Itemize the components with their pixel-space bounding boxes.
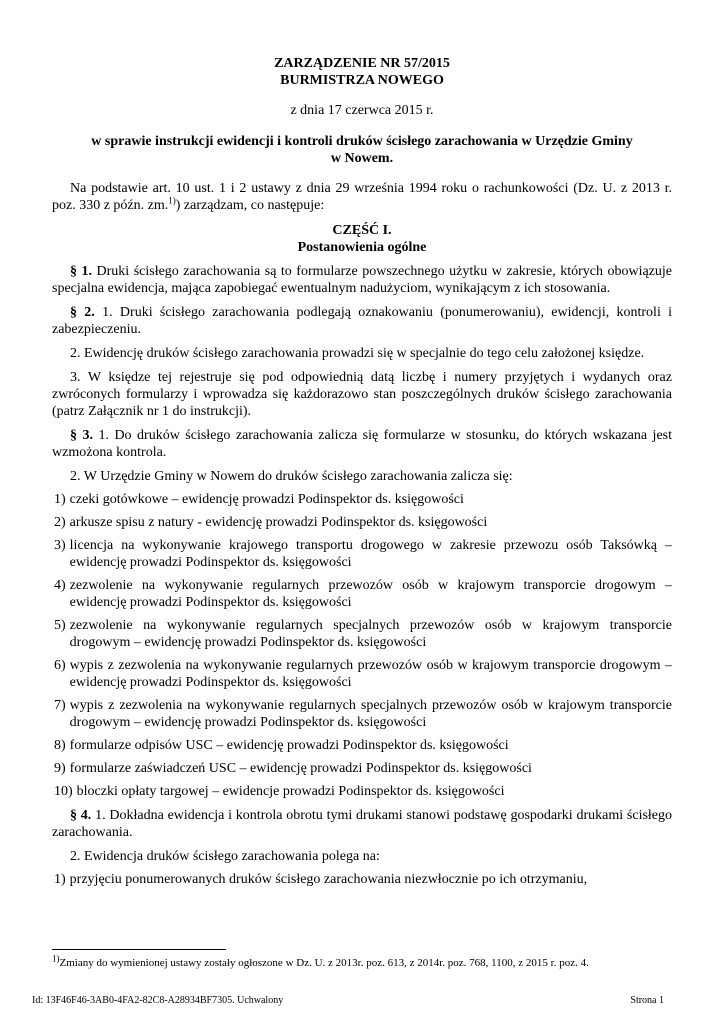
subject-line-2: w Nowem. (330, 151, 394, 166)
list-item-text: arkusze spisu z natury - ewidencję prowadzi Podinspektor ds. księgowości (69, 515, 488, 530)
list-item (52, 783, 672, 800)
section-3-p1 (52, 427, 672, 461)
list-item-text: wypis z zezwolenia na wykonywanie regularnych przewozów osób w krajowym transporcie drogowym – ewidencję prowadzi Podinspektor ds. księgowości (69, 658, 672, 690)
intro-footnote-ref: 1) (168, 195, 176, 206)
list-item-number: 4) (54, 578, 66, 593)
list-item-text: formularze zaświadczeń USC – ewidencję prowadzi Podinspektor ds. księgowości (69, 761, 532, 776)
list-item (52, 871, 672, 888)
list-item-text: zezwolenie na wykonywanie regularnych przewozów osób w krajowym transporcie drogowym – ewidencję prowadzi Podinspektor ds. księgowości (69, 578, 672, 610)
list-item-number: 5) (54, 618, 66, 633)
list-item-text: zezwolenie na wykonywanie regularnych specjalnych przewozów osób w krajowym transporcie drogowym – ewidencję prowadzi Podinspektor ds. księgowości (69, 618, 672, 650)
intro-text-before: Na podstawie art. 10 ust. 1 i 2 ustawy z dnia 29 września 1994 roku o rachunkowości (Dz. U. z 2013 r. poz. 330 z późn. zm. (52, 181, 672, 213)
list-item-number: 7) (54, 698, 66, 713)
page-footer (32, 995, 664, 1007)
list-item-text: czeki gotówkowe – ewidencję prowadzi Podinspektor ds. księgowości (69, 492, 464, 507)
list-item-text: przyjęciu ponumerowanych druków ścisłego zarachowania niezwłocznie po ich otrzymaniu, (69, 872, 588, 887)
document-title (52, 55, 672, 89)
part-subtitle: Postanowienia ogólne (297, 240, 427, 255)
list-item-text: wypis z zezwolenia na wykonywanie regularnych specjalnych przewozów osób w krajowym transporcie drogowym – ewidencję prowadzi Podinspektor ds. księgowości (69, 698, 672, 730)
section-2-p3: 3. W księdze tej rejestruje się pod odpowiednią datą liczbę i numery przyjętych i wydanych oraz zwróconych formularzy i wprowadza się każdorazowo stan poszczególnych druków ścisłego zarachowania (patrz Załącznik nr 1 do instrukcji). (52, 370, 672, 419)
document-date: z dnia 17 czerwca 2015 r. (290, 103, 434, 118)
section-4-mark: § 4. (70, 808, 92, 823)
document-subject (52, 133, 672, 167)
section-4-p2: 2. Ewidencja druków ścisłego zarachowania polega na: (70, 849, 380, 864)
intro-text-after: ) zarządzam, co następuje: (175, 198, 325, 213)
intro-paragraph (52, 180, 672, 214)
part-heading (52, 222, 672, 256)
section-2-p2: 2. Ewidencję druków ścisłego zarachowania prowadzi się w specjalnie do tego celu założonej księdze. (70, 346, 645, 361)
footer-document-id: Id: 13F46F46-3AB0-4FA2-82C8-A28934BF7305. Uchwalony (32, 995, 284, 1006)
list-item (52, 491, 672, 508)
list-item (52, 537, 672, 571)
section-3-p1-text: 1. Do druków ścisłego zarachowania zalicza się formularze w stosunku, do których wskazana jest wzmożona kontrola. (52, 428, 672, 460)
subject-line-1: w sprawie instrukcji ewidencji i kontroli druków ścisłego zarachowania w Urzędzie Gminy (91, 134, 633, 149)
list-item-number: 6) (54, 658, 66, 673)
section-1 (52, 263, 672, 297)
list-item (52, 737, 672, 754)
list-item-number: 1) (54, 872, 66, 887)
section-4-p1-text: 1. Dokładna ewidencja i kontrola obrotu tymi drukami stanowi podstawę gospodarki drukami ścisłego zarachowania. (52, 808, 673, 840)
footer-page-number: Strona 1 (630, 995, 664, 1006)
list-item (52, 697, 672, 731)
list-item (52, 657, 672, 691)
section-2-p1-text: 1. Druki ścisłego zarachowania podlegają oznakowaniu (ponumerowaniu), ewidencji, kontroli i zabezpieczeniu. (52, 305, 673, 337)
section-3-p2: 2. W Urzędzie Gminy w Nowem do druków ścisłego zarachowania zalicza się: (70, 469, 513, 484)
footnote-divider (52, 949, 226, 950)
list-item (52, 760, 672, 777)
section-1-mark: § 1. (70, 264, 93, 279)
section-2-mark: § 2. (70, 305, 95, 320)
list-item (52, 617, 672, 651)
list-item (52, 514, 672, 531)
section-2-p1 (52, 304, 672, 338)
footnote-marker: 1) (52, 953, 60, 964)
list-item (52, 577, 672, 611)
section-4-p1 (52, 807, 672, 841)
list-item-text: licencja na wykonywanie krajowego transportu drogowego w zakresie przewozu osób Taksówką – ewidencję prowadzi Podinspektor ds. księgowości (69, 538, 672, 570)
list-item-number: 9) (54, 761, 66, 776)
section-1-text: Druki ścisłego zarachowania są to formularze powszechnego użytku w zakresie, których obowiązuje specjalna ewidencja, mająca zapobiegać ewentualnym nadużyciom, wynikającym z ich stosowania. (52, 264, 673, 296)
list-item-number: 2) (54, 515, 66, 530)
title-line-2: BURMISTRZA NOWEGO (280, 73, 444, 88)
part-title: CZĘŚĆ I. (332, 223, 392, 238)
section-3-mark: § 3. (70, 428, 93, 443)
list-item-number: 3) (54, 538, 66, 553)
list-item-number: 1) (54, 492, 66, 507)
footnote (52, 953, 672, 970)
footnote-text: Zmiany do wymienionej ustawy zostały ogłoszone w Dz. U. z 2013r. poz. 613, z 2014r. poz. 768, 1100, z 2015 r. poz. 4. (59, 957, 589, 969)
list-item-number: 8) (54, 738, 66, 753)
title-line-1: ZARZĄDZENIE NR 57/2015 (274, 56, 450, 71)
list-item-text: formularze odpisów USC – ewidencję prowadzi Podinspektor ds. księgowości (69, 738, 509, 753)
list-item-text: bloczki opłaty targowej – ewidencje prowadzi Podinspektor ds. księgowości (76, 784, 505, 799)
document-body (52, 55, 672, 888)
list-item-number: 10) (54, 784, 73, 799)
